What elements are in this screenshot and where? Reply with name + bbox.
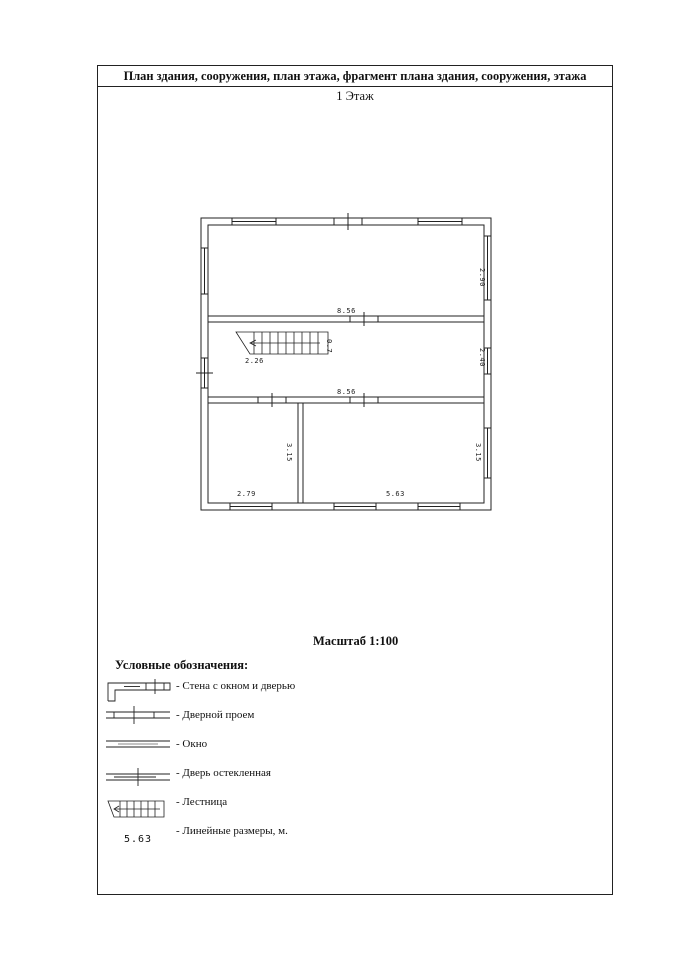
- linear-dimension-icon: 5.63: [124, 834, 153, 845]
- wall-window-door-icon: [108, 679, 170, 701]
- room-bottom-right: [303, 403, 484, 503]
- dim-stair-run: 2.26: [245, 357, 264, 365]
- window-icon: [230, 503, 460, 510]
- stairs-icon: [236, 332, 328, 354]
- dim-hall-height: 2.40: [478, 348, 486, 367]
- room-top: [208, 225, 484, 316]
- dim-right-room-height: 3.15: [474, 443, 482, 462]
- door-opening-icon: [334, 213, 362, 230]
- legend-label-dimensions: - Линейные размеры, м.: [176, 825, 288, 837]
- dim-top-room-height: 2.90: [478, 268, 486, 287]
- glazed-door-icon: [106, 768, 170, 786]
- dim-left-room-height: 3.15: [285, 443, 293, 462]
- legend-label-stairs: - Лестница: [176, 796, 228, 808]
- legend-label-wall: - Стена с окном и дверью: [176, 680, 296, 692]
- legend-title: Условные обозначения:: [115, 658, 249, 672]
- dim-hall-width: 8.56: [337, 388, 356, 396]
- dim-left-room-width: 2.79: [237, 490, 256, 498]
- window-icon: [106, 741, 170, 747]
- dim-right-room-width: 5.63: [386, 490, 405, 498]
- dim-stair-width: 0.7: [325, 339, 333, 354]
- door-opening-icon: [258, 312, 378, 407]
- window-icon: [201, 248, 208, 388]
- legend-label-door-opening: - Дверной проем: [176, 709, 255, 721]
- stairs-icon: [108, 801, 164, 817]
- legend-label-glazed-door: - Дверь остекленная: [176, 767, 271, 779]
- dim-top-room-width: 8.56: [337, 307, 356, 315]
- room-bottom-left: [208, 403, 298, 503]
- legend-label-window: - Окно: [176, 738, 208, 750]
- door-opening-icon: [106, 706, 170, 724]
- scale-label: Масштаб 1:100: [313, 634, 399, 648]
- floor-label: 1 Этаж: [336, 89, 374, 103]
- document-header: План здания, сооружения, план этажа, фрагмент плана здания, сооружения, этажа: [98, 66, 612, 87]
